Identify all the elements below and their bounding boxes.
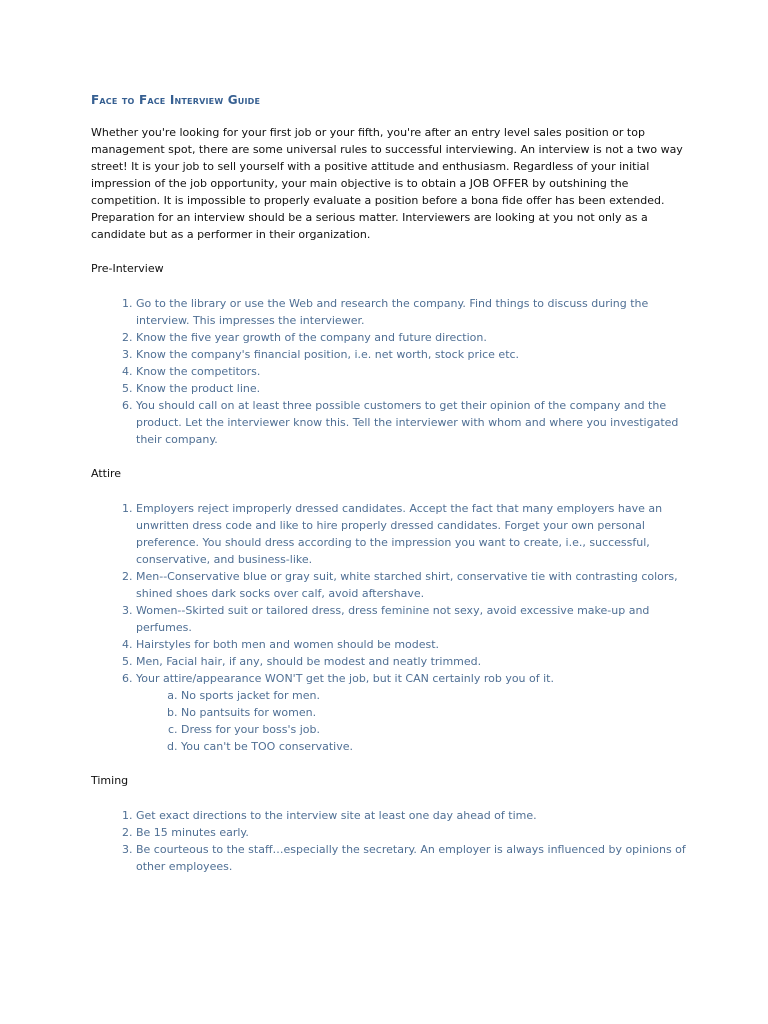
pre-interview-list — [91, 295, 691, 448]
attire-sublist — [136, 687, 691, 755]
section-heading-timing: Timing — [91, 774, 129, 787]
list-item: 4. Hairstyles for both men and women should be modest. — [136, 636, 691, 653]
list-item: 2. Be 15 minutes early. — [136, 824, 691, 841]
document-page — [91, 92, 691, 892]
sublist-item: b. No pantsuits for women. — [181, 704, 691, 721]
intro-paragraph: Whether you're looking for your first job or your fifth, you're after an entry level sales position or top management spot, there are some universal rules to successful interviewing. An interview is not a two way street! It is your job to sell yourself with a positive attitude and enthusiasm. Regardless of your initial impression of the job opportunity, your main objective is to obtain a JOB OFFER by outshining the competition. It is impossible to properly evaluate a position before a bona fide offer has been extended. Preparation for an interview should be a serious matter. Interviewers are looking at you not only as a candidate but as a performer in their organization. — [91, 126, 683, 241]
list-item: 2. Know the five year growth of the company and future direction. — [136, 329, 691, 346]
list-item: 4. Know the competitors. — [136, 363, 691, 380]
document-title: Face to Face Interview Guide — [91, 93, 261, 107]
list-item-text: Your attire/appearance WON'T get the job, but it CAN certainly rob you of it. — [136, 672, 554, 685]
sublist-item: d. You can't be TOO conservative. — [181, 738, 691, 755]
list-item: 5. Know the product line. — [136, 380, 691, 397]
sublist-item: a. No sports jacket for men. — [181, 687, 691, 704]
list-item: 1. Go to the library or use the Web and research the company. Find things to discuss during the interview. This impresses the interviewer. — [136, 295, 691, 329]
list-item-with-subitems — [136, 670, 691, 755]
section-heading-pre-interview: Pre-Interview — [91, 262, 164, 275]
list-item: 3. Know the company's financial position, i.e. net worth, stock price etc. — [136, 346, 691, 363]
list-item: 3. Be courteous to the staff…especially the secretary. An employer is always influenced by opinions of other employees. — [136, 841, 691, 875]
list-item: 1. Employers reject improperly dressed candidates. Accept the fact that many employers have an unwritten dress code and like to hire properly dressed candidates. Forget your own personal preference. You should dress according to the impression you want to create, i.e., successful, conservative, and business-like. — [136, 500, 691, 568]
attire-list — [91, 500, 691, 755]
sublist-item: c. Dress for your boss's job. — [181, 721, 691, 738]
list-item: 5. Men, Facial hair, if any, should be modest and neatly trimmed. — [136, 653, 691, 670]
list-item: 6. You should call on at least three possible customers to get their opinion of the company and the product. Let the interviewer know this. Tell the interviewer with whom and where you investigated their company. — [136, 397, 691, 448]
list-item: 3. Women--Skirted suit or tailored dress, dress feminine not sexy, avoid excessive make-up and perfumes. — [136, 602, 691, 636]
list-item: 1. Get exact directions to the interview site at least one day ahead of time. — [136, 807, 691, 824]
list-item: 2. Men--Conservative blue or gray suit, white starched shirt, conservative tie with contrasting colors, shined shoes dark socks over calf, avoid aftershave. — [136, 568, 691, 602]
section-heading-attire: Attire — [91, 467, 122, 480]
timing-list — [91, 807, 691, 875]
